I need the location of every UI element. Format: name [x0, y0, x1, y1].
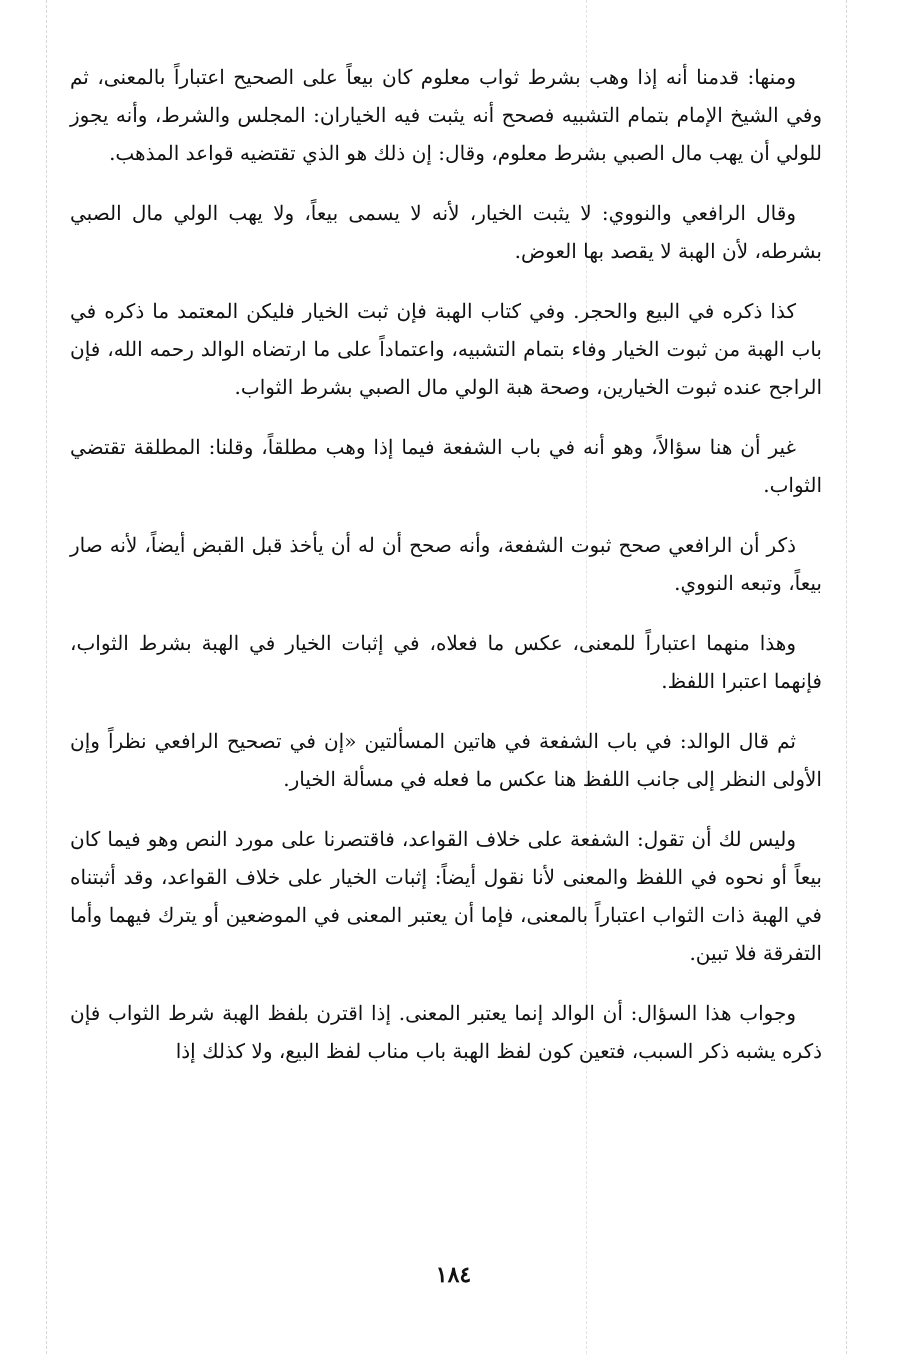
paragraph-7: ثم قال الوالد: في باب الشفعة في هاتين المسألتين «إن في تصحيح الرافعي نظراً وإن الأولى النظر إلى جانب اللفظ هنا عكس ما فعله في مسألة الخيار. [70, 729, 822, 791]
scan-artifact-line [846, 0, 847, 1354]
paragraph-1: ومنها: قدمنا أنه إذا وهب بشرط ثواب معلوم كان بيعاً على الصحيح اعتباراً بالمعنى، ثم وفي الشيخ الإمام بتمام التشبيه فصحح أنه يثبت فيه الخياران: المجلس والشرط، وأنه يجوز للولي أن يهب مال الصبي بشرط معلوم، وقال: إن ذلك هو الذي تقتضيه قواعد المذهب. [70, 65, 822, 165]
paragraph-8: وليس لك أن تقول: الشفعة على خلاف القواعد، فاقتصرنا على مورد النص وهو فيما كان بيعاً أو نحوه في اللفظ والمعنى لأنا نقول أيضاً: إثبات الخيار على خلاف القواعد، وقد أثبتناه في الهبة ذات الثواب اعتباراً بالمعنى، فإما أن يعتبر المعنى في الموضعين أو يترك فيهما وأما التفرقة فلا تبين. [70, 827, 822, 965]
paragraph-3: كذا ذكره في البيع والحجر. وفي كتاب الهبة فإن ثبت الخيار فليكن المعتمد ما ذكره في باب الهبة من ثبوت الخيار وفاء بتمام التشبيه، واعتماداً على ما ارتضاه الوالد رحمه الله، فإن الراجح عنده ثبوت الخيارين، وصحة هبة الولي مال الصبي بشرط الثواب. [70, 299, 822, 399]
body-text [70, 58, 822, 1092]
page-number: ١٨٤ [435, 1262, 472, 1288]
paragraph-2: وقال الرافعي والنووي: لا يثبت الخيار، لأنه لا يسمى بيعاً، ولا يهب الولي مال الصبي بشرطه، لأن الهبة لا يقصد بها العوض. [70, 201, 822, 263]
paragraph-6: وهذا منهما اعتباراً للمعنى، عكس ما فعلاه، في إثبات الخيار في الهبة بشرط الثواب، فإنهما اعتبرا اللفظ. [70, 631, 822, 693]
scan-artifact-line [46, 0, 47, 1354]
paragraph-9: وجواب هذا السؤال: أن الوالد إنما يعتبر المعنى. إذا اقترن بلفظ الهبة شرط الثواب فإن ذكره يشبه ذكر السبب، فتعين كون لفظ الهبة باب مناب لفظ البيع، ولا كذلك إذا [70, 1001, 822, 1063]
paragraph-4: غير أن هنا سؤالاً، وهو أنه في باب الشفعة فيما إذا وهب مطلقاً، وقلنا: المطلقة تقتضي الثواب. [70, 435, 822, 497]
paragraph-5: ذكر أن الرافعي صحح ثبوت الشفعة، وأنه صحح أن له أن يأخذ قبل القبض أيضاً، لأنه صار بيعاً، وتبعه النووي. [70, 533, 822, 595]
